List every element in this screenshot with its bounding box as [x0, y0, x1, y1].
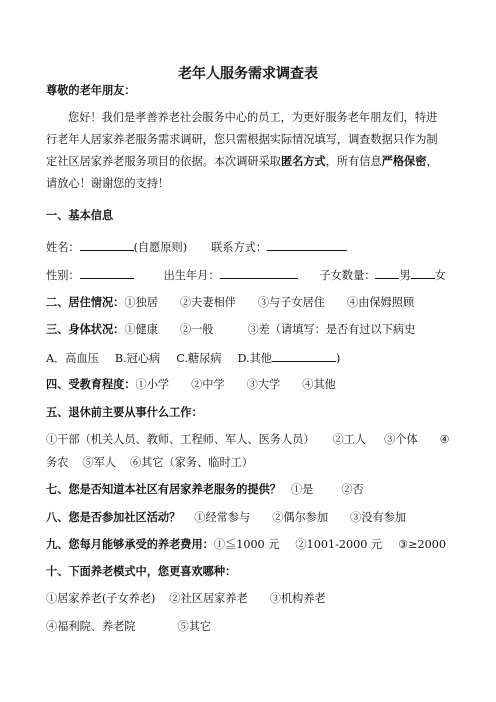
mode-option-2[interactable]: ②社区居家养老 — [169, 592, 248, 605]
disease-close-paren: ) — [335, 352, 341, 365]
section-2-heading: 二、居住情况： — [46, 296, 125, 309]
mode-row-1 — [46, 592, 456, 606]
aware-option-2[interactable]: ②否 — [341, 483, 364, 496]
living-option-3[interactable]: ③与子女居住 — [257, 296, 325, 309]
salutation: 尊敬的老年朋友： — [46, 84, 136, 97]
aware-option-1[interactable]: ①是 — [290, 483, 314, 496]
disease-option-d[interactable]: D.其他 — [237, 352, 272, 365]
activity-option-3[interactable]: ③没有参加 — [350, 511, 407, 524]
section-10-heading: 十、下面养老模式中，您更喜欢哪种： — [46, 565, 237, 578]
cost-option-1[interactable]: ①≦1000 元 — [213, 538, 280, 551]
intro-line-3-mid: ，所有信息 — [325, 155, 382, 168]
disease-row — [46, 350, 456, 366]
cost-option-3[interactable]: ③≥2000 — [398, 538, 446, 551]
job-option-4-label[interactable]: 务农 — [46, 456, 69, 469]
male-count-field[interactable] — [375, 267, 399, 279]
disease-option-c[interactable]: C.糖尿病 — [176, 352, 222, 365]
health-option-2[interactable]: ②一般 — [179, 323, 214, 336]
female-count-field[interactable] — [411, 267, 435, 279]
section-2-row — [46, 296, 456, 310]
section-1-heading: 一、基本信息 — [46, 209, 114, 222]
living-option-2[interactable]: ②夫妻相伴 — [179, 296, 236, 309]
edu-option-1[interactable]: ①小学 — [135, 378, 170, 391]
job-option-2[interactable]: ②工人 — [332, 433, 367, 446]
job-row-1 — [46, 433, 456, 447]
activity-option-2[interactable]: ②偶尔参加 — [272, 511, 329, 524]
mode-row-2 — [46, 620, 456, 634]
gender-row — [46, 267, 456, 283]
name-label: 姓名： — [46, 241, 80, 254]
document-title: 老年人服务需求调查表 — [178, 66, 318, 82]
section-4-heading: 四、受教育程度： — [46, 378, 136, 391]
children-label: 子女数量： — [319, 269, 376, 282]
intro-line-3-text: 定社区居家养老服务项目的依据。本次调研采取 — [46, 155, 281, 168]
section-8-heading: 八、您是否参加社区活动？ — [46, 511, 181, 524]
edu-option-4[interactable]: ④其他 — [302, 378, 336, 391]
name-hint: (自愿原则) — [133, 241, 188, 254]
contact-label: 联系方式： — [211, 241, 268, 254]
section-5-heading: 五、退休前主要从事什么工作： — [46, 406, 203, 419]
intro-line-4: 请放心！谢谢您的支持！ — [46, 177, 170, 190]
name-field[interactable] — [80, 239, 134, 251]
gender-field[interactable] — [80, 267, 134, 279]
birth-field[interactable] — [220, 267, 298, 279]
health-option-3[interactable]: ③差（请填写：是否有过以下病史 — [247, 323, 416, 336]
activity-option-1[interactable]: ①经常参与 — [194, 511, 251, 524]
intro-line-1: 您好！我们是孝善养老社会服务中心的员工，为更好服务老年朋友们，特进 — [68, 111, 438, 124]
contact-field[interactable] — [267, 239, 347, 251]
living-option-1[interactable]: ①独居 — [124, 296, 158, 309]
section-7-heading: 七、您是否知道本社区有居家养老服务的提供？ — [46, 483, 281, 496]
section-9-row — [46, 538, 456, 552]
section-9-heading: 九、您每月能够承受的养老费用： — [46, 538, 214, 551]
male-label: 男 — [399, 269, 411, 282]
mode-option-5[interactable]: ⑤其它 — [177, 620, 212, 633]
intro-line-2: 行老年人居家养老服务需求调研，您只需根据实际情况填写，调查数据只作为制 — [46, 133, 438, 146]
mode-option-4[interactable]: ④福利院、养老院 — [46, 620, 136, 633]
birth-label: 出生年月： — [163, 269, 220, 282]
section-3-row — [46, 323, 456, 337]
job-option-1[interactable]: ①干部（机关人员、教师、工程师、军人、医务人员） — [46, 433, 315, 446]
edu-option-2[interactable]: ②中学 — [191, 378, 225, 391]
disease-option-b[interactable]: B.冠心病 — [114, 352, 161, 365]
name-row — [46, 239, 456, 255]
health-option-1[interactable]: ①健康 — [124, 323, 158, 336]
disease-option-a[interactable]: A．高血压 — [46, 352, 99, 365]
job-option-6[interactable]: ⑥其它（家务、临时工） — [129, 456, 254, 469]
gender-label: 性别： — [46, 269, 80, 282]
section-7-row — [46, 483, 456, 497]
job-option-4-marker[interactable]: ④ — [439, 433, 450, 446]
anonymous-emphasis: 匿名方式 — [280, 155, 326, 168]
mode-option-1[interactable]: ①居家养老(子女养老) — [46, 592, 156, 605]
section-8-row — [46, 511, 456, 525]
section-3-heading: 三、身体状况： — [46, 323, 125, 336]
edu-option-3[interactable]: ③大学 — [246, 378, 281, 391]
job-option-5[interactable]: ⑤军人 — [82, 456, 116, 469]
cost-option-2[interactable]: ②1001-2000 元 — [295, 538, 383, 551]
intro-line-3 — [46, 155, 456, 169]
disease-other-field[interactable] — [272, 350, 336, 362]
section-4-row — [46, 378, 456, 392]
female-label: 女 — [434, 269, 446, 282]
mode-option-3[interactable]: ③机构养老 — [269, 592, 326, 605]
job-option-3[interactable]: ③个体 — [384, 433, 418, 446]
living-option-4[interactable]: ④由保姆照顾 — [347, 296, 415, 309]
intro-line-3-end: ， — [426, 155, 438, 168]
confidential-emphasis: 严格保密 — [381, 155, 427, 168]
job-row-2 — [46, 456, 456, 470]
